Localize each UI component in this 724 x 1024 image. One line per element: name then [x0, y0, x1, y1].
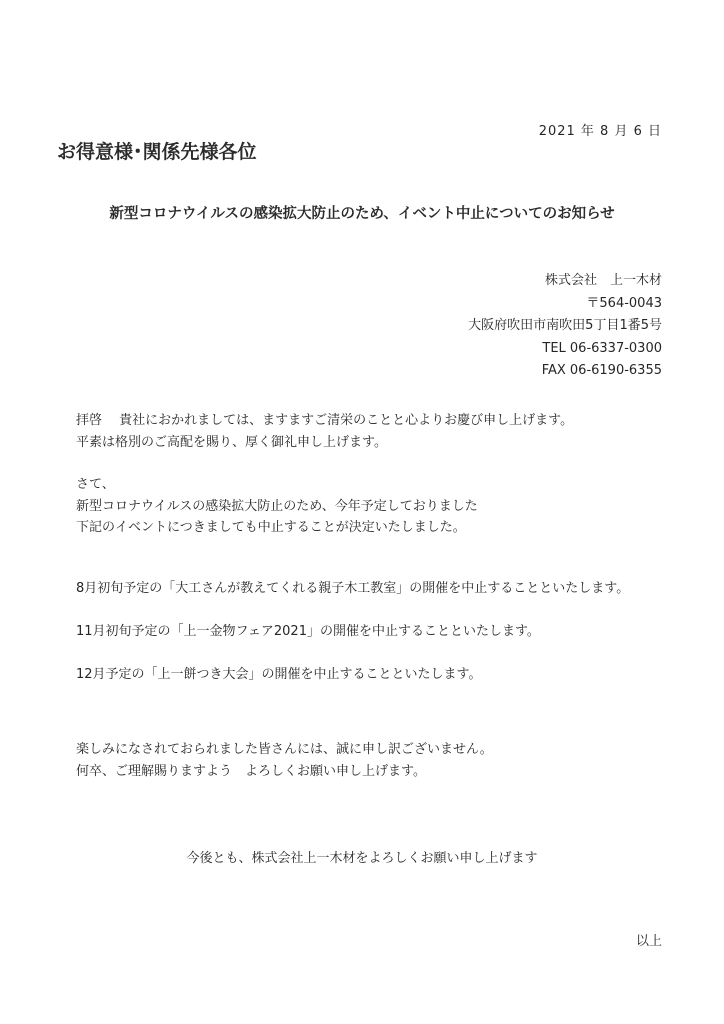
sender-company: 株式会社 上一木材	[544, 273, 662, 288]
intro-line: 下記のイベントにつきましても中止することが決定いたしました。	[76, 520, 466, 535]
document-date: 2021 年 8 月 6 日	[538, 124, 662, 139]
sender-tel: TEL 06-6337-0300	[542, 340, 662, 356]
intro-line: 新型コロナウイルスの感染拡大防止のため、今年予定しておりました	[76, 498, 478, 514]
apology-line: 何卒、ご理解賜りますよう よろしくお願い申し上げます。	[76, 763, 426, 779]
closing-line: 今後とも、株式会社上一木材をよろしくお願い申し上げます	[186, 851, 538, 866]
greeting-line: 拝啓 貴社におかれましては、ますますご清栄のことと心よりお慶び申し上げます。	[76, 413, 574, 428]
notice-title: 新型コロナウイルスの感染拡大防止のため、イベント中止についてのお知らせ	[109, 206, 615, 222]
sender-address: 大阪府吹田市南吹田5丁目1番5号	[468, 318, 662, 333]
recipient-heading: お得意様･関係先様各位	[57, 141, 257, 163]
greeting-line: 平素は格別のご高配を賜り、厚く御礼申し上げます。	[76, 434, 387, 450]
intro-paragraph	[76, 474, 478, 539]
apology-paragraph	[76, 739, 493, 782]
sender-block	[468, 270, 662, 383]
sender-fax: FAX 06-6190-6355	[541, 363, 662, 378]
apology-line: 楽しみになされておられました皆さんには、誠に申し訳ございません。	[76, 742, 493, 757]
greeting-paragraph	[76, 410, 573, 453]
end-mark: 以上	[635, 934, 662, 949]
event-cancel-item: 11月初旬予定の「上一金物フェア2021」の開催を中止することといたします。	[76, 624, 540, 639]
event-cancel-item: 12月予定の「上一餅つき大会」の開催を中止することといたします。	[76, 667, 482, 682]
intro-line: さて、	[76, 477, 115, 492]
event-cancel-item: 8月初旬予定の「大工さんが教えてくれる親子木工教室」の開催を中止することといたします。	[76, 581, 630, 596]
sender-postal-code: 〒564-0043	[586, 295, 662, 311]
